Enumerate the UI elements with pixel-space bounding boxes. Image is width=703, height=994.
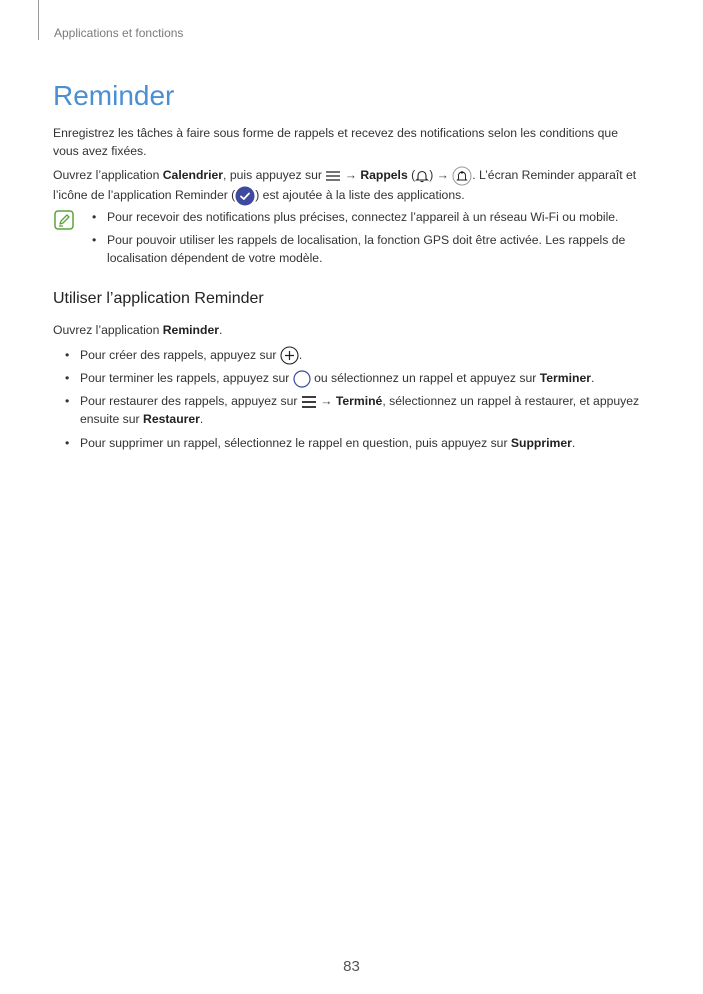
- step-item: • Pour supprimer un rappel, sélectionnez le rappel en question, puis appuyez sur Supprimer.: [65, 436, 576, 450]
- page-title: Reminder: [53, 80, 175, 111]
- open-reminder-paragraph: Ouvrez l’application Reminder.: [53, 323, 223, 337]
- step-item: • Pour restaurer des rappels, appuyez sur → Terminé, sélectionnez un rappel à restaurer, et appuyez ensuite sur Restaurer.: [65, 394, 640, 426]
- circle-checkbox-icon: [293, 370, 311, 388]
- step-item: • Pour créer des rappels, appuyez sur .: [80, 346, 650, 365]
- menu-icon: [301, 395, 317, 409]
- open-calendar-paragraph: Ouvrez l’application Calendrier, puis appuyez sur → Rappels ( ) → . L’écran Reminder apparaît et l’icône de l’application Reminder ( ) est ajoutée à la liste des applications.: [53, 166, 643, 206]
- note-icon: [54, 210, 74, 230]
- bell-icon: [415, 169, 429, 183]
- add-icon: [280, 346, 299, 365]
- reminder-app-icon: [235, 186, 255, 206]
- intro-paragraph: Enregistrez les tâches à faire sous forme de rappels et recevez des notifications selon les conditions que vous avez fixées.: [53, 126, 618, 158]
- section-header: Applications et fonctions: [54, 26, 184, 40]
- bell-add-icon: [452, 166, 472, 186]
- note-item: • Pour pouvoir utiliser les rappels de localisation, la fonction GPS doit être activée. Les rappels de localisation dépendent de votre modèle.: [92, 233, 626, 265]
- menu-icon: [325, 170, 341, 182]
- note-item: • Pour recevoir des notifications plus précises, connectez l’appareil à un réseau Wi-Fi ou mobile.: [92, 210, 619, 224]
- section-subtitle: Utiliser l’application Reminder: [53, 290, 264, 307]
- page-number: 83: [343, 958, 360, 975]
- header-rule: [38, 0, 39, 40]
- step-item: • Pour terminer les rappels, appuyez sur ou sélectionnez un rappel et appuyez sur Terminer.: [80, 369, 650, 388]
